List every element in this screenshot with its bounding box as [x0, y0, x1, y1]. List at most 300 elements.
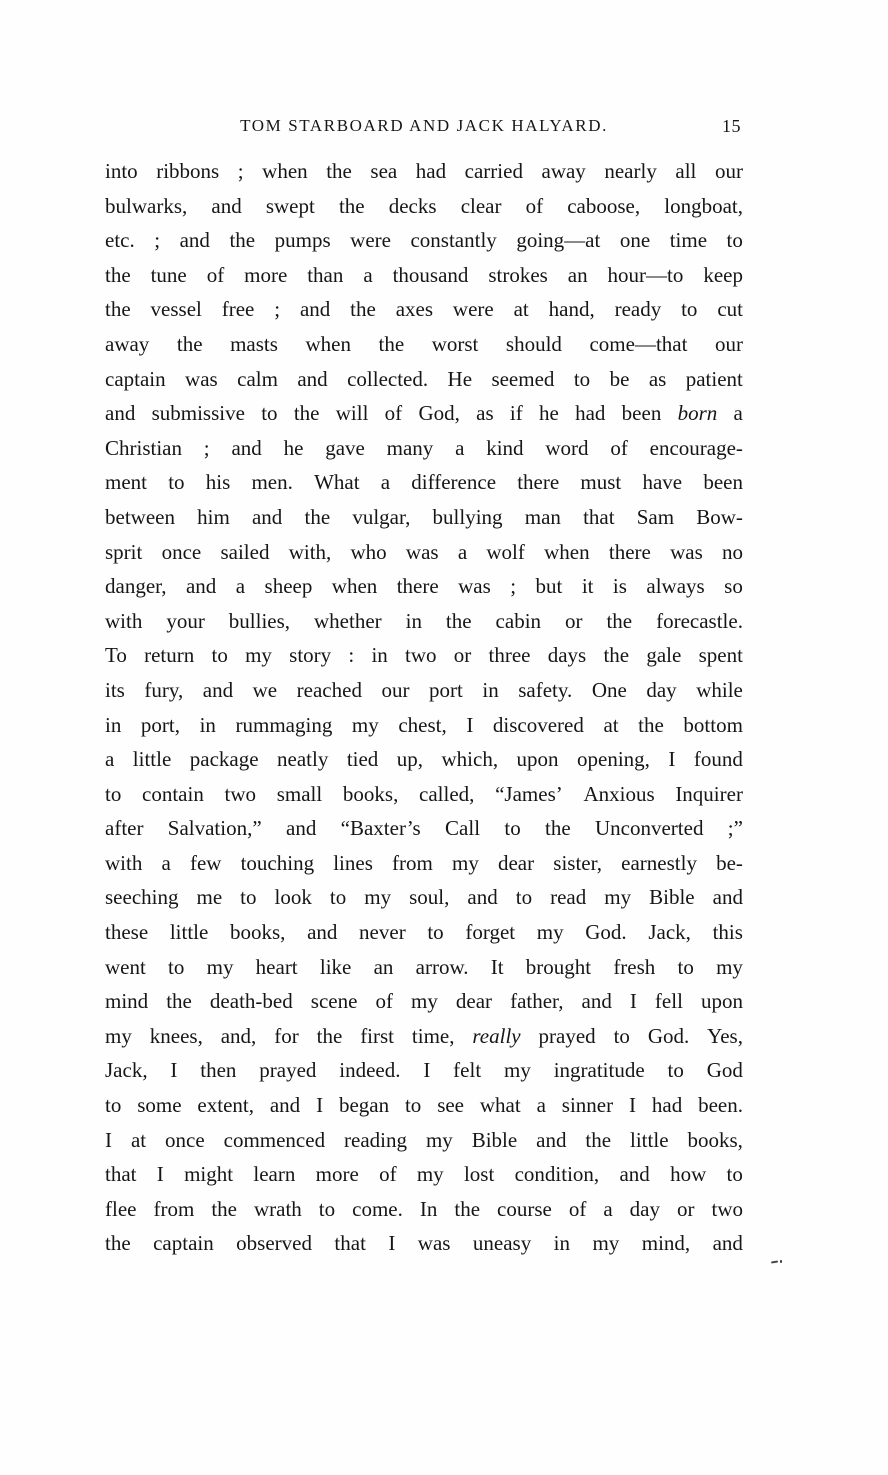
- body-word: seeching: [105, 885, 179, 910]
- body-line: [105, 742, 743, 777]
- body-line: [105, 846, 743, 881]
- body-word: the: [166, 989, 192, 1014]
- body-word: vessel: [150, 297, 202, 322]
- body-word: my: [245, 643, 272, 668]
- body-word: there: [608, 539, 651, 564]
- body-word: God,: [418, 401, 460, 426]
- body-word: ;: [203, 435, 210, 460]
- body-word: a: [455, 435, 465, 460]
- body-word: I: [668, 747, 676, 772]
- body-word: submissive: [151, 401, 245, 426]
- body-word: ;: [154, 228, 161, 253]
- body-word: from: [392, 850, 433, 875]
- body-word: I: [629, 1093, 636, 1118]
- body-word: God.: [585, 920, 627, 945]
- body-word: he: [538, 401, 559, 426]
- body-word: decks: [388, 193, 437, 218]
- body-word: an: [567, 262, 588, 287]
- body-word: ingratitude: [553, 1058, 645, 1083]
- body-word: to: [168, 954, 185, 979]
- body-word: the: [176, 331, 203, 356]
- body-word: my: [351, 712, 379, 737]
- body-word: when: [305, 331, 351, 356]
- body-line: [105, 950, 743, 985]
- body-word: books,: [687, 1127, 743, 1152]
- body-word: come.: [352, 1196, 403, 1221]
- body-line: [105, 1226, 743, 1261]
- ink-smudge: [771, 1260, 782, 1263]
- body-word: and: [712, 885, 743, 910]
- body-word: two: [224, 781, 257, 806]
- body-word: my: [504, 1058, 531, 1083]
- body-word: difference: [411, 470, 497, 495]
- body-word: me: [196, 885, 223, 910]
- body-word: Salvation,”: [167, 816, 262, 841]
- body-word: One: [591, 677, 627, 702]
- body-word: its: [105, 677, 125, 702]
- body-line: [105, 880, 743, 915]
- body-word: all: [675, 159, 697, 183]
- body-word: heart: [255, 954, 298, 979]
- body-word: to: [681, 297, 698, 322]
- body-word: swept: [265, 193, 315, 218]
- body-word: my: [452, 850, 479, 875]
- body-word: in: [482, 677, 499, 702]
- body-word: cut: [717, 297, 743, 322]
- body-word: away: [105, 331, 150, 356]
- body-word: of: [206, 262, 225, 287]
- body-word: port,: [140, 712, 180, 737]
- body-word: who: [350, 539, 387, 564]
- body-word: worst: [431, 331, 479, 356]
- body-word: to: [677, 954, 694, 979]
- body-word: been.: [698, 1093, 743, 1118]
- body-word: three: [488, 643, 531, 668]
- body-word: Unconverted: [594, 816, 704, 841]
- body-word: was: [417, 1231, 451, 1256]
- body-word: the: [105, 1231, 131, 1256]
- body-word: and: [536, 1127, 567, 1152]
- body-word: once: [165, 1127, 205, 1152]
- body-word: prayed: [259, 1058, 317, 1083]
- body-word: hand,: [548, 297, 595, 322]
- body-word: Inquirer: [675, 781, 743, 806]
- body-word: dear: [497, 850, 535, 875]
- body-word: observed: [236, 1231, 312, 1256]
- body-word: away: [541, 159, 586, 183]
- body-word: my: [536, 920, 564, 945]
- body-word: the: [326, 159, 352, 183]
- body-word: there: [517, 470, 560, 495]
- body-word: knees,: [149, 1023, 203, 1048]
- body-word: rummaging: [235, 712, 333, 737]
- body-word: when: [262, 159, 308, 183]
- body-word: tied: [346, 747, 379, 772]
- body-word: seemed: [491, 366, 555, 391]
- body-word: and: [299, 297, 331, 322]
- body-word: he: [283, 435, 304, 460]
- body-word: arrow.: [415, 954, 469, 979]
- body-word: captain: [153, 1231, 214, 1256]
- body-word: to: [667, 1058, 684, 1083]
- body-word: sheep: [264, 574, 313, 599]
- body-word: to: [105, 1093, 122, 1118]
- body-word: I: [316, 1093, 324, 1118]
- body-word: men.: [251, 470, 293, 495]
- body-word: in: [553, 1231, 571, 1256]
- body-word: been: [703, 470, 743, 495]
- body-word: my: [425, 1127, 453, 1152]
- body-word: to: [168, 470, 185, 495]
- body-line: [105, 362, 743, 397]
- body-word: longboat,: [664, 193, 743, 218]
- body-word: time: [669, 228, 708, 253]
- body-word: bullies,: [228, 608, 291, 633]
- body-word: a: [603, 1196, 613, 1221]
- body-word: little: [630, 1127, 669, 1152]
- body-word: forecastle.: [656, 608, 743, 633]
- body-word: Bow-: [696, 504, 743, 529]
- body-word: ;”: [727, 816, 743, 841]
- body-word: uneasy: [472, 1231, 532, 1256]
- body-word: and: [581, 989, 612, 1014]
- body-word: Jack,: [648, 920, 691, 945]
- body-word: a: [733, 401, 743, 426]
- body-word: in: [405, 608, 422, 633]
- body-word: of: [379, 1162, 397, 1187]
- body-word: was: [185, 366, 218, 391]
- body-word: sea: [370, 159, 398, 183]
- body-word: at: [603, 712, 619, 737]
- body-word: or: [565, 608, 583, 633]
- body-word: to: [105, 781, 122, 806]
- page-header: [105, 116, 743, 140]
- body-word: I: [466, 712, 474, 737]
- body-word: flee: [105, 1196, 137, 1221]
- body-word: wolf: [486, 539, 525, 564]
- body-word: day: [646, 677, 677, 702]
- body-word: “Baxter’s: [340, 816, 421, 841]
- body-word: that: [105, 1162, 137, 1187]
- body-word: fury,: [144, 677, 184, 702]
- body-line: [105, 638, 743, 673]
- body-word: What: [314, 470, 360, 495]
- body-word: and: [467, 885, 498, 910]
- body-word: many: [386, 435, 434, 460]
- body-word: pumps: [274, 228, 331, 253]
- body-word: books,: [229, 920, 286, 945]
- body-word: as: [648, 366, 667, 391]
- body-word: the: [445, 608, 472, 633]
- body-word: these: [105, 920, 149, 945]
- body-word: if: [509, 401, 523, 426]
- body-word: the: [293, 401, 320, 426]
- body-word: my: [592, 1231, 620, 1256]
- body-word: his: [205, 470, 231, 495]
- body-word: axes: [395, 297, 434, 322]
- page-number: 15: [722, 116, 741, 136]
- body-word: see: [437, 1093, 465, 1118]
- body-word: It: [490, 954, 504, 979]
- body-word: Sam: [636, 504, 675, 529]
- body-word: my: [604, 885, 632, 910]
- body-word: might: [184, 1162, 234, 1187]
- body-word: the: [316, 1023, 343, 1048]
- body-word: after: [105, 816, 144, 841]
- body-line: [105, 1053, 743, 1088]
- body-word: while: [696, 677, 743, 702]
- body-word: commenced: [223, 1127, 326, 1152]
- body-word: to: [726, 228, 743, 253]
- body-word: my: [716, 954, 743, 979]
- body-word: the: [606, 608, 633, 633]
- body-word: to: [240, 885, 257, 910]
- body-word: Yes,: [707, 1023, 743, 1048]
- body-word: when: [544, 539, 590, 564]
- body-word: to: [504, 816, 521, 841]
- body-word: a: [457, 539, 468, 564]
- body-word: for: [274, 1023, 299, 1048]
- body-word: my: [105, 1023, 132, 1048]
- body-word: the: [454, 1196, 481, 1221]
- body-word: had: [415, 159, 447, 183]
- body-word: an: [373, 954, 394, 979]
- body-word: few: [189, 850, 222, 875]
- body-word: package: [189, 747, 259, 772]
- body-word: and: [712, 1231, 743, 1256]
- body-word: Bible: [649, 885, 695, 910]
- body-word: contain: [142, 781, 204, 806]
- body-word: have: [642, 470, 683, 495]
- body-word: constantly: [410, 228, 497, 253]
- body-word: called,: [419, 781, 475, 806]
- body-word: calm: [237, 366, 278, 391]
- body-word: He: [447, 366, 473, 391]
- body-word: masts: [230, 331, 278, 356]
- body-line: [105, 984, 743, 1019]
- body-word: sailed: [220, 539, 270, 564]
- body-word: strokes: [488, 262, 548, 287]
- body-word: or: [677, 1196, 695, 1221]
- body-word: discovered: [492, 712, 584, 737]
- body-word: Jack,: [105, 1058, 148, 1083]
- body-line: [105, 465, 743, 500]
- body-word: ;: [510, 574, 517, 599]
- body-word: I: [105, 1127, 112, 1152]
- body-word: at: [513, 297, 529, 322]
- body-word: more: [244, 262, 288, 287]
- body-word: port: [429, 677, 463, 702]
- body-line: [105, 327, 743, 362]
- body-word: the: [545, 816, 571, 841]
- body-word: the: [603, 643, 630, 668]
- body-word: the: [350, 297, 376, 322]
- body-word: but: [535, 574, 563, 599]
- body-word: what: [479, 1093, 521, 1118]
- body-word: went: [105, 954, 146, 979]
- body-line: [105, 1019, 743, 1054]
- body-word: as: [476, 401, 494, 426]
- body-word: captain: [105, 366, 166, 391]
- body-word: course: [497, 1196, 552, 1221]
- body-word: and: [619, 1162, 650, 1187]
- body-word: to: [613, 1023, 630, 1048]
- body-word: cabin: [495, 608, 542, 633]
- body-word: and: [179, 228, 210, 253]
- body-word: than: [307, 262, 344, 287]
- body-word: and: [297, 366, 328, 391]
- body-word: upon: [516, 747, 559, 772]
- body-word: lines: [333, 850, 373, 875]
- body-word: sister,: [553, 850, 603, 875]
- body-line: [105, 673, 743, 708]
- body-word: is: [612, 574, 627, 599]
- body-word: and: [202, 677, 234, 702]
- body-word: the: [585, 1127, 612, 1152]
- body-word: forget: [465, 920, 516, 945]
- body-word: no: [721, 539, 743, 564]
- body-word: days: [547, 643, 587, 668]
- body-word: that: [334, 1231, 366, 1256]
- body-word: ;: [274, 297, 281, 322]
- body-word: when: [331, 574, 378, 599]
- body-word: two: [711, 1196, 743, 1221]
- body-word: in: [199, 712, 216, 737]
- body-word: more: [315, 1162, 359, 1187]
- body-line: [105, 223, 743, 258]
- body-word: touching: [240, 850, 315, 875]
- body-word: etc.: [105, 228, 135, 253]
- body-word: reached: [296, 677, 362, 702]
- body-word: Christian: [105, 435, 182, 460]
- body-word: then: [200, 1058, 237, 1083]
- body-line: [105, 189, 743, 224]
- body-word: to: [329, 885, 347, 910]
- body-word: to: [211, 643, 228, 668]
- body-word: to: [318, 1196, 336, 1221]
- body-word: between: [105, 504, 175, 529]
- body-word: scene: [310, 989, 358, 1014]
- body-word: time,: [411, 1023, 455, 1048]
- body-word: bottom: [683, 712, 743, 737]
- body-word: ribbons: [156, 159, 220, 183]
- body-word: must: [580, 470, 622, 495]
- body-word: the: [304, 504, 331, 529]
- body-word: and: [211, 193, 242, 218]
- body-word: To: [105, 643, 127, 668]
- body-word: from: [153, 1196, 195, 1221]
- body-word: free: [221, 297, 255, 322]
- body-word: gave: [325, 435, 365, 460]
- body-word: how: [670, 1162, 707, 1187]
- body-word: indeed.: [339, 1058, 401, 1083]
- body-word: carried: [464, 159, 523, 183]
- body-line: [105, 811, 743, 846]
- body-word: the: [338, 193, 365, 218]
- body-word: God: [706, 1058, 743, 1083]
- body-line: [105, 154, 743, 189]
- body-word: spent: [698, 643, 743, 668]
- body-word: little: [132, 747, 172, 772]
- body-word: kind: [486, 435, 524, 460]
- body-word: found: [693, 747, 743, 772]
- body-word: return: [144, 643, 195, 668]
- body-word: and: [231, 435, 262, 460]
- body-word: up,: [396, 747, 424, 772]
- body-word: extent,: [197, 1093, 254, 1118]
- body-word: and,: [220, 1023, 257, 1048]
- body-word: read: [550, 885, 587, 910]
- body-word: man: [524, 504, 561, 529]
- body-word: your: [166, 608, 205, 633]
- body-word: been: [621, 401, 662, 426]
- body-word: a: [536, 1093, 546, 1118]
- body-word: always: [646, 574, 705, 599]
- body-word: of: [525, 193, 544, 218]
- body-word-italic: really: [472, 1023, 521, 1048]
- body-word: Anxious: [583, 781, 655, 806]
- body-word: reading: [344, 1127, 407, 1152]
- body-word: my: [364, 885, 392, 910]
- body-word: with: [105, 608, 143, 633]
- body-word: prayed: [538, 1023, 596, 1048]
- body-word: fell: [654, 989, 683, 1014]
- body-word: dear: [455, 989, 493, 1014]
- body-word: thousand: [392, 262, 469, 287]
- body-word: and: [269, 1093, 301, 1118]
- body-word: the: [211, 1196, 237, 1221]
- body-word: keep: [703, 262, 743, 287]
- body-word: safety.: [518, 677, 573, 702]
- body-word: him: [197, 504, 230, 529]
- body-word: small: [276, 781, 323, 806]
- body-line: [105, 1123, 743, 1158]
- body-word: be: [609, 366, 630, 391]
- body-line: [105, 915, 743, 950]
- body-word: our: [715, 331, 743, 356]
- body-word: :: [348, 643, 355, 668]
- body-word: of: [384, 401, 403, 426]
- body-word: a: [380, 470, 391, 495]
- body-line: [105, 708, 743, 743]
- body-word: and: [286, 816, 317, 841]
- body-line: [105, 1192, 743, 1227]
- body-word: death-bed: [209, 989, 293, 1014]
- body-line: [105, 535, 743, 570]
- body-word: like: [319, 954, 352, 979]
- body-word: opening,: [577, 747, 650, 772]
- running-title: TOM STARBOARD AND JACK HALYARD.: [240, 115, 608, 136]
- body-word: ment: [105, 470, 147, 495]
- body-word: look: [274, 885, 312, 910]
- body-word: danger,: [105, 574, 167, 599]
- body-word: in: [105, 712, 122, 737]
- body-word: I: [423, 1058, 431, 1083]
- body-word: nearly: [604, 159, 657, 183]
- body-word: mind,: [641, 1231, 691, 1256]
- body-word: which,: [441, 747, 499, 772]
- body-word: wrath: [253, 1196, 302, 1221]
- body-word: our: [714, 159, 743, 183]
- body-word: of: [610, 435, 628, 460]
- body-word: “James’: [495, 781, 563, 806]
- body-word: a: [105, 747, 115, 772]
- body-word: of: [375, 989, 393, 1014]
- body-word: condition,: [514, 1162, 600, 1187]
- body-line: [105, 569, 743, 604]
- body-word: the: [229, 228, 256, 253]
- body-word: books,: [342, 781, 399, 806]
